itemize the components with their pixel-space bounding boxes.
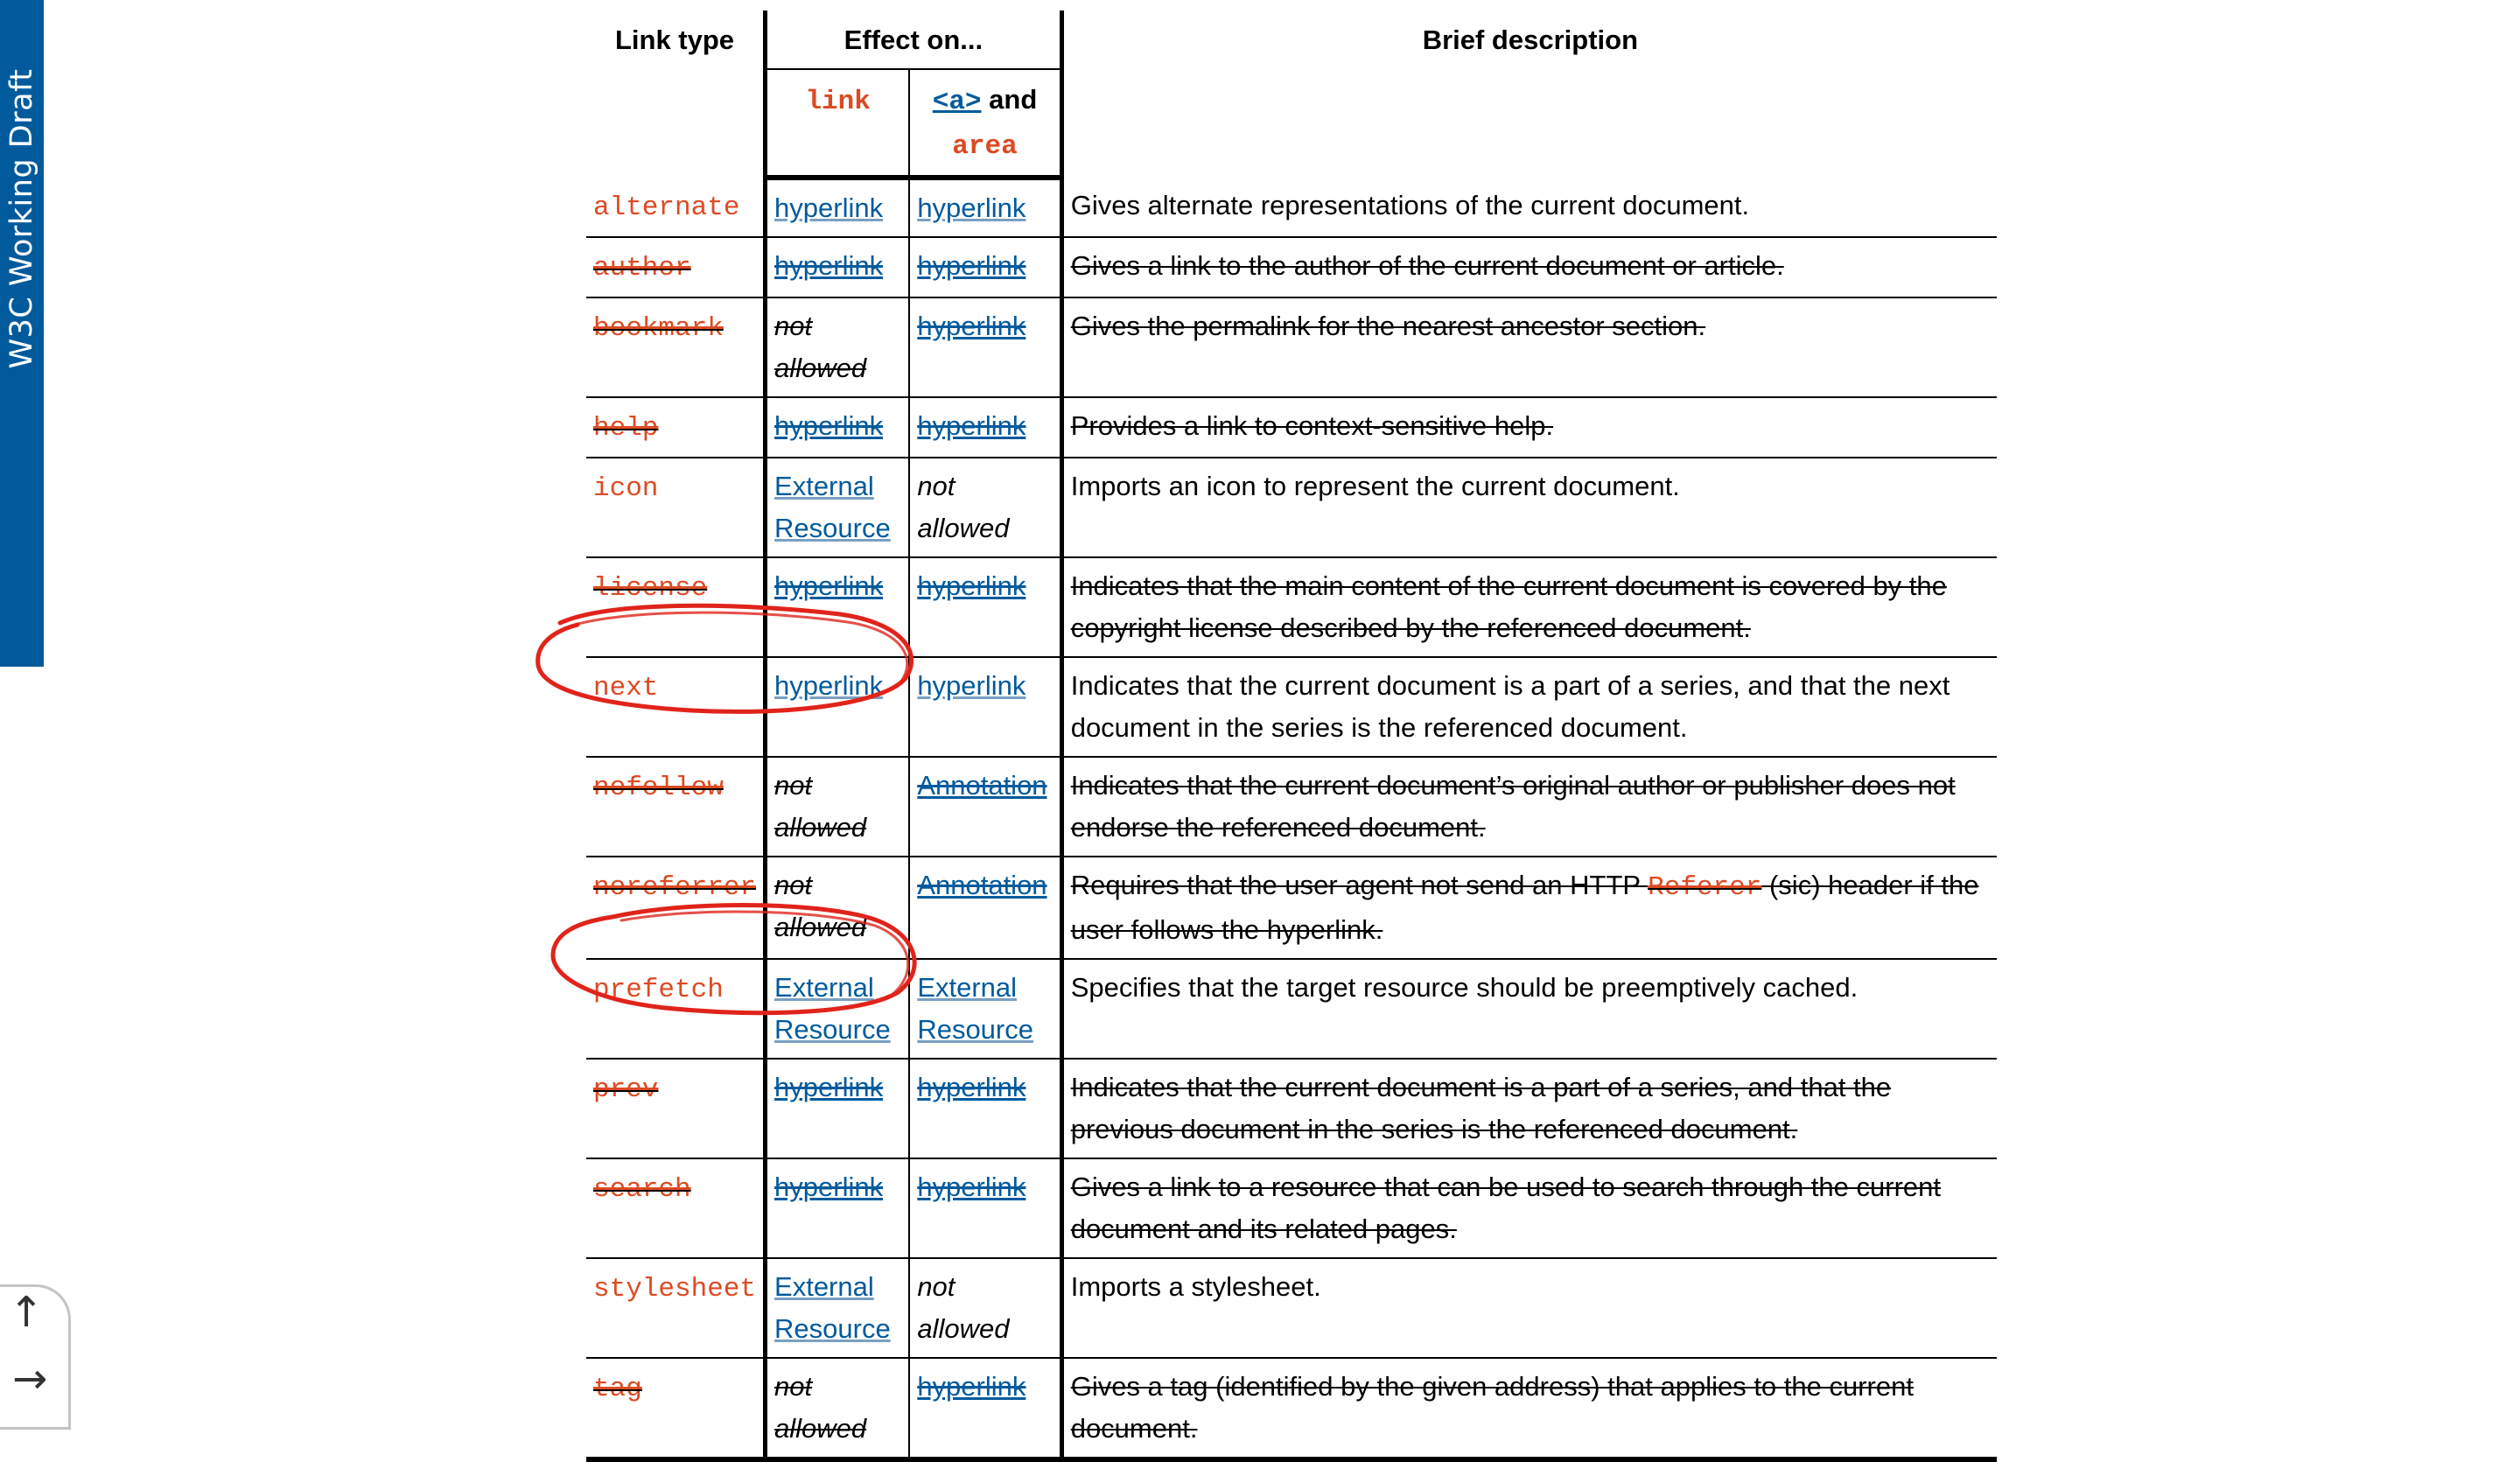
- effect-a-area-not-allowed: not allowed: [917, 1271, 1010, 1344]
- effect-link-link[interactable]: hyperlink: [774, 670, 884, 701]
- effect-link-not-allowed: not allowed: [774, 770, 867, 843]
- cell-link-type: [586, 1059, 766, 1158]
- description-text: Imports an icon to represent the current document.: [1070, 471, 1680, 501]
- w3c-working-draft-badge[interactable]: [0, 0, 44, 667]
- cell-effect-link: [766, 237, 910, 297]
- cell-description: [1061, 178, 1997, 237]
- effect-a-area-link[interactable]: hyperlink: [917, 1072, 1026, 1102]
- scroll-top-arrow-icon[interactable]: ↑: [9, 1288, 45, 1337]
- effect-a-area-link[interactable]: hyperlink: [917, 1371, 1026, 1402]
- link-type-keyword[interactable]: noreferrer: [593, 872, 757, 903]
- cell-link-type: [586, 1158, 766, 1258]
- cell-effect-a-area: [909, 1059, 1061, 1158]
- cell-link-type: [586, 1258, 766, 1358]
- effect-a-area-link[interactable]: Annotation: [917, 770, 1047, 801]
- badge-label: W3C Working Draft: [4, 68, 39, 369]
- cell-effect-a-area: [909, 557, 1061, 657]
- table-row-license: [586, 557, 1997, 657]
- description-text: Indicates that the current document is a part of a series, and that the next document in the series is the referenced document.: [1070, 670, 1950, 743]
- effect-link-not-allowed: not allowed: [774, 870, 867, 942]
- cell-description: [1061, 397, 1997, 458]
- cell-link-type: [586, 657, 766, 757]
- referer-code: Referer: [1648, 872, 1762, 903]
- cell-effect-a-area: [909, 1158, 1061, 1258]
- description-part: Requires that the user agent not send an HTTP: [1070, 870, 1648, 900]
- description-text: Indicates that the current document is a part of a series, and that the previous document in the series is the referenced document.: [1070, 1072, 1892, 1144]
- effect-link-not-allowed: not allowed: [774, 1371, 867, 1444]
- cell-effect-link: [766, 1059, 910, 1158]
- link-type-keyword[interactable]: icon: [593, 473, 659, 504]
- a-element-code[interactable]: <a>: [932, 87, 982, 117]
- effect-a-area-link[interactable]: hyperlink: [917, 250, 1026, 281]
- area-element-code: area: [952, 131, 1018, 162]
- link-type-keyword[interactable]: prev: [593, 1074, 659, 1105]
- header-row: [586, 10, 1997, 69]
- effect-link-link[interactable]: hyperlink: [774, 1072, 884, 1102]
- link-type-keyword[interactable]: nofollow: [593, 773, 724, 803]
- and-text: and: [989, 84, 1038, 115]
- cell-effect-link: [766, 1358, 910, 1459]
- cell-effect-link: [766, 1158, 910, 1258]
- cell-effect-link: [766, 959, 910, 1059]
- cell-description: [1061, 557, 1997, 657]
- cell-link-type: [586, 857, 766, 959]
- cell-link-type: [586, 178, 766, 237]
- description-text: Imports a stylesheet.: [1070, 1271, 1321, 1302]
- cell-effect-link: [766, 657, 910, 757]
- cell-effect-link: [766, 458, 910, 557]
- cell-link-type: [586, 1358, 766, 1459]
- cell-description: [1061, 297, 1997, 397]
- effect-link-link[interactable]: hyperlink: [774, 570, 884, 601]
- effect-link-link[interactable]: External Resource: [774, 1271, 891, 1344]
- table-row-help: [586, 397, 1997, 458]
- table-row-author: [586, 237, 1997, 297]
- description-text: Gives a link to a resource that can be used to search through the current document and its related pages.: [1070, 1172, 1941, 1244]
- table-row-noreferrer: [586, 857, 1997, 959]
- link-type-keyword[interactable]: alternate: [593, 192, 740, 223]
- effect-link-link[interactable]: External Resource: [774, 471, 891, 543]
- description-text: Gives a tag (identified by the given address) that applies to the current document.: [1070, 1371, 1914, 1444]
- effect-a-area-link[interactable]: hyperlink: [917, 311, 1026, 341]
- cell-description: [1061, 1158, 1997, 1258]
- link-type-keyword[interactable]: license: [593, 573, 708, 604]
- cell-effect-a-area: [909, 757, 1061, 857]
- effect-link-link[interactable]: External Resource: [774, 972, 891, 1045]
- table-row-stylesheet: [586, 1258, 1997, 1358]
- link-type-keyword[interactable]: next: [593, 673, 659, 703]
- cell-effect-a-area: [909, 458, 1061, 557]
- cell-effect-link: [766, 178, 910, 237]
- table-row-alternate: [586, 178, 1997, 237]
- description-text: Specifies that the target resource should be preemptively cached.: [1070, 972, 1858, 1003]
- header-link-element: [766, 69, 910, 178]
- header-link-type: Link type: [614, 24, 735, 55]
- cell-effect-link: [766, 557, 910, 657]
- effect-link-link[interactable]: hyperlink: [774, 250, 884, 281]
- effect-link-not-allowed: not allowed: [774, 311, 867, 383]
- cell-link-type: [586, 458, 766, 557]
- header-effect-on: Effect on...: [766, 10, 1062, 69]
- table-row-nofollow: [586, 757, 1997, 857]
- table-row-search: [586, 1158, 1997, 1258]
- cell-effect-link: [766, 297, 910, 397]
- table-row-icon: [586, 458, 1997, 557]
- description-text: Indicates that the current document’s original author or publisher does not endorse the referenced document.: [1070, 770, 1956, 843]
- effect-a-area-link[interactable]: hyperlink: [917, 410, 1026, 441]
- cell-effect-a-area: [909, 657, 1061, 757]
- effect-a-area-link[interactable]: hyperlink: [917, 192, 1026, 223]
- cell-effect-link: [766, 397, 910, 458]
- cell-description: [1061, 959, 1997, 1059]
- effect-link-link[interactable]: hyperlink: [774, 1172, 884, 1202]
- header-brief-description: Brief description: [1061, 10, 1997, 178]
- cell-effect-a-area: [909, 1258, 1061, 1358]
- cell-description: [1061, 657, 1997, 757]
- cell-description: [1061, 1059, 1997, 1158]
- cell-effect-a-area: [909, 397, 1061, 458]
- effect-a-area-link[interactable]: External Resource: [917, 972, 1033, 1045]
- cell-effect-a-area: [909, 178, 1061, 237]
- cell-link-type: [586, 959, 766, 1059]
- cell-description: [1061, 237, 1997, 297]
- cell-effect-link: [766, 757, 910, 857]
- header-a-and-area: [909, 69, 1061, 178]
- cell-effect-a-area: [909, 297, 1061, 397]
- table-row-next: [586, 657, 1997, 757]
- link-type-keyword[interactable]: author: [593, 253, 691, 283]
- link-type-keyword[interactable]: tag: [593, 1374, 642, 1404]
- cell-description: [1061, 1258, 1997, 1358]
- table-row-tag: [586, 1358, 1997, 1459]
- cell-effect-link: [766, 857, 910, 959]
- link-type-keyword[interactable]: bookmark: [593, 313, 724, 344]
- effect-link-link[interactable]: hyperlink: [774, 410, 884, 441]
- table-row-prefetch: [586, 959, 1997, 1059]
- cell-effect-a-area: [909, 959, 1061, 1059]
- cell-effect-a-area: [909, 857, 1061, 959]
- link-element-code: link: [805, 87, 871, 117]
- next-section-arrow-icon[interactable]: →: [12, 1354, 48, 1403]
- cell-link-type: [586, 297, 766, 397]
- cell-description: [1061, 1358, 1997, 1459]
- link-type-keyword[interactable]: help: [593, 413, 659, 444]
- cell-link-type: [586, 557, 766, 657]
- description-part: (sic) header if the user follows the hyperlink.: [1070, 870, 1979, 945]
- cell-link-type: [586, 757, 766, 857]
- cell-link-type: [586, 237, 766, 297]
- description-text: Gives the permalink for the nearest ancestor section.: [1070, 311, 1706, 341]
- link-type-keyword[interactable]: search: [593, 1174, 691, 1205]
- cell-description: [1061, 458, 1997, 557]
- cell-description: [1061, 857, 1997, 959]
- description-text: Gives alternate representations of the current document.: [1070, 190, 1750, 220]
- table-row-prev: [586, 1059, 1997, 1158]
- table-row-bookmark: [586, 297, 1997, 397]
- cell-description: [1061, 757, 1997, 857]
- description-text: Gives a link to the author of the current document or article.: [1070, 250, 1784, 281]
- cell-effect-a-area: [909, 237, 1061, 297]
- description-text: Provides a link to context-sensitive help.: [1070, 410, 1554, 441]
- link-type-keyword[interactable]: stylesheet: [593, 1274, 757, 1305]
- cell-link-type: [586, 397, 766, 458]
- description-text: Indicates that the main content of the current document is covered by the copyright license described by the referenced document.: [1070, 570, 1947, 643]
- effect-a-area-link[interactable]: hyperlink: [917, 570, 1026, 601]
- effect-a-area-link[interactable]: hyperlink: [917, 670, 1026, 701]
- effect-link-link[interactable]: hyperlink: [774, 192, 884, 223]
- effect-a-area-not-allowed: not allowed: [917, 471, 1010, 543]
- effect-a-area-link[interactable]: Annotation: [917, 870, 1047, 900]
- link-types-table: [586, 10, 1997, 1462]
- cell-effect-a-area: [909, 1358, 1061, 1459]
- effect-a-area-link[interactable]: hyperlink: [917, 1172, 1026, 1202]
- link-type-keyword[interactable]: prefetch: [593, 975, 724, 1005]
- cell-effect-link: [766, 1258, 910, 1358]
